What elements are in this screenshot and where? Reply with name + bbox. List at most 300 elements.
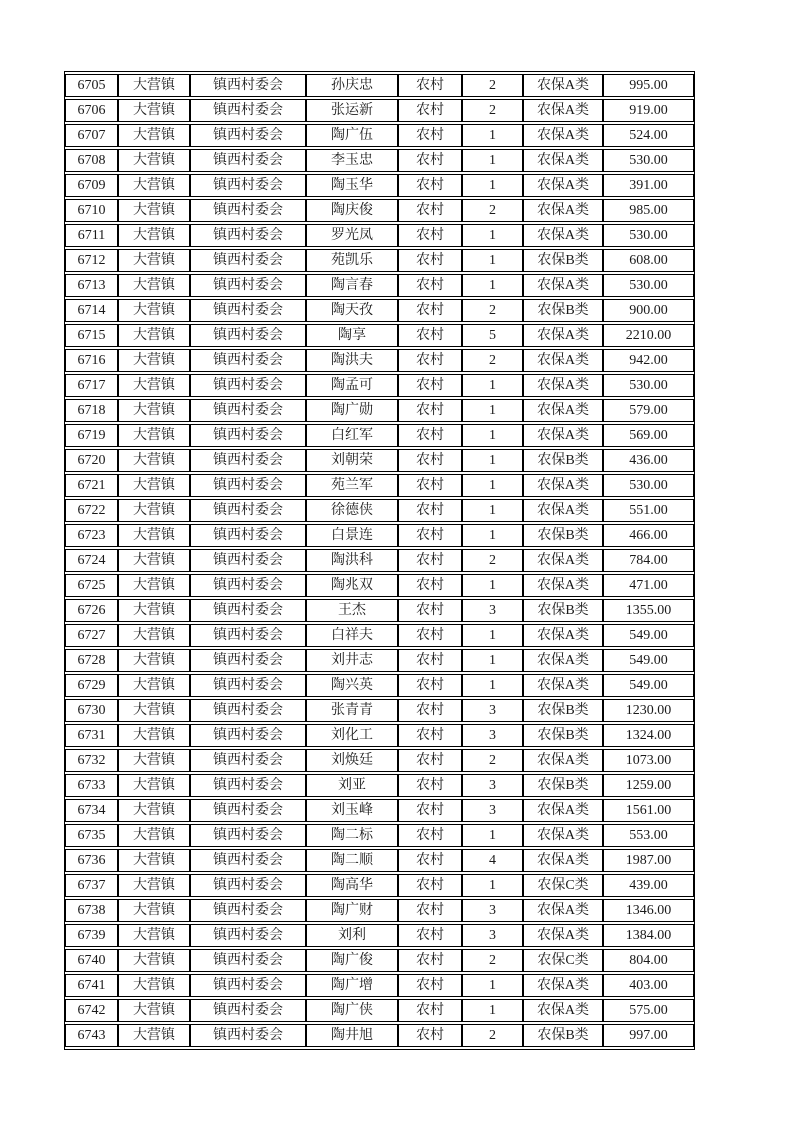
cell-person-name: 刘焕廷: [306, 749, 398, 772]
cell-village-committee: 镇西村委会: [190, 99, 306, 122]
cell-household-category: 农村: [398, 324, 462, 347]
cell-amount: 439.00: [603, 874, 694, 897]
table-row: [65, 899, 694, 922]
cell-person-name: 陶广增: [306, 974, 398, 997]
cell-town: 大营镇: [118, 174, 190, 197]
cell-village-committee: 镇西村委会: [190, 499, 306, 522]
cell-id: 6708: [65, 149, 118, 172]
cell-insurance-type: 农保A类: [523, 924, 603, 947]
cell-amount: 551.00: [603, 499, 694, 522]
cell-amount: 1073.00: [603, 749, 694, 772]
table-row: [65, 274, 694, 297]
cell-person-count: 3: [462, 599, 523, 622]
cell-town: 大营镇: [118, 824, 190, 847]
table-row: [65, 499, 694, 522]
table-row: [65, 849, 694, 872]
cell-insurance-type: 农保A类: [523, 99, 603, 122]
cell-amount: 1355.00: [603, 599, 694, 622]
cell-insurance-type: 农保A类: [523, 124, 603, 147]
cell-person-count: 1: [462, 574, 523, 597]
cell-town: 大营镇: [118, 899, 190, 922]
cell-person-name: 张运新: [306, 99, 398, 122]
cell-person-name: 陶兴英: [306, 674, 398, 697]
cell-person-count: 1: [462, 149, 523, 172]
cell-village-committee: 镇西村委会: [190, 449, 306, 472]
cell-person-count: 1: [462, 274, 523, 297]
cell-amount: 403.00: [603, 974, 694, 997]
cell-household-category: 农村: [398, 449, 462, 472]
cell-amount: 995.00: [603, 74, 694, 97]
cell-person-name: 苑凯乐: [306, 249, 398, 272]
cell-amount: 575.00: [603, 999, 694, 1022]
cell-village-committee: 镇西村委会: [190, 749, 306, 772]
cell-person-name: 陶广财: [306, 899, 398, 922]
cell-household-category: 农村: [398, 674, 462, 697]
cell-amount: 919.00: [603, 99, 694, 122]
cell-household-category: 农村: [398, 724, 462, 747]
cell-id: 6722: [65, 499, 118, 522]
cell-amount: 1324.00: [603, 724, 694, 747]
cell-id: 6707: [65, 124, 118, 147]
cell-person-count: 1: [462, 249, 523, 272]
cell-town: 大营镇: [118, 349, 190, 372]
table-row: [65, 724, 694, 747]
cell-household-category: 农村: [398, 874, 462, 897]
cell-village-committee: 镇西村委会: [190, 324, 306, 347]
table-row: [65, 549, 694, 572]
cell-household-category: 农村: [398, 849, 462, 872]
cell-town: 大营镇: [118, 749, 190, 772]
cell-person-count: 1: [462, 824, 523, 847]
cell-insurance-type: 农保A类: [523, 349, 603, 372]
cell-town: 大营镇: [118, 324, 190, 347]
cell-person-count: 2: [462, 549, 523, 572]
cell-household-category: 农村: [398, 924, 462, 947]
table-row: [65, 824, 694, 847]
cell-insurance-type: 农保B类: [523, 774, 603, 797]
table-row: [65, 374, 694, 397]
table-row: [65, 174, 694, 197]
cell-person-name: 陶井旭: [306, 1024, 398, 1047]
cell-village-committee: 镇西村委会: [190, 424, 306, 447]
cell-household-category: 农村: [398, 549, 462, 572]
cell-person-name: 刘利: [306, 924, 398, 947]
cell-id: 6730: [65, 699, 118, 722]
cell-person-name: 陶二标: [306, 824, 398, 847]
cell-id: 6720: [65, 449, 118, 472]
cell-amount: 530.00: [603, 374, 694, 397]
cell-insurance-type: 农保A类: [523, 999, 603, 1022]
cell-person-count: 1: [462, 424, 523, 447]
cell-village-committee: 镇西村委会: [190, 724, 306, 747]
cell-id: 6740: [65, 949, 118, 972]
cell-village-committee: 镇西村委会: [190, 799, 306, 822]
cell-village-committee: 镇西村委会: [190, 699, 306, 722]
cell-household-category: 农村: [398, 249, 462, 272]
table-row: [65, 224, 694, 247]
cell-household-category: 农村: [398, 224, 462, 247]
cell-id: 6728: [65, 649, 118, 672]
cell-household-category: 农村: [398, 749, 462, 772]
cell-insurance-type: 农保A类: [523, 824, 603, 847]
table-row: [65, 574, 694, 597]
cell-insurance-type: 农保A类: [523, 649, 603, 672]
cell-person-count: 1: [462, 449, 523, 472]
table-row: [65, 249, 694, 272]
table-row: [65, 99, 694, 122]
table-row: [65, 674, 694, 697]
cell-id: 6734: [65, 799, 118, 822]
cell-town: 大营镇: [118, 474, 190, 497]
cell-insurance-type: 农保A类: [523, 399, 603, 422]
cell-amount: 569.00: [603, 424, 694, 447]
cell-id: 6729: [65, 674, 118, 697]
cell-id: 6712: [65, 249, 118, 272]
cell-household-category: 农村: [398, 524, 462, 547]
cell-person-name: 陶洪科: [306, 549, 398, 572]
cell-town: 大营镇: [118, 624, 190, 647]
cell-insurance-type: 农保A类: [523, 624, 603, 647]
cell-household-category: 农村: [398, 174, 462, 197]
cell-person-count: 3: [462, 924, 523, 947]
cell-town: 大营镇: [118, 1024, 190, 1047]
cell-amount: 1987.00: [603, 849, 694, 872]
cell-village-committee: 镇西村委会: [190, 399, 306, 422]
cell-village-committee: 镇西村委会: [190, 374, 306, 397]
cell-person-count: 1: [462, 624, 523, 647]
cell-town: 大营镇: [118, 299, 190, 322]
cell-person-count: 3: [462, 774, 523, 797]
cell-insurance-type: 农保A类: [523, 224, 603, 247]
cell-person-count: 1: [462, 124, 523, 147]
cell-town: 大营镇: [118, 149, 190, 172]
cell-person-count: 3: [462, 699, 523, 722]
cell-household-category: 农村: [398, 999, 462, 1022]
cell-household-category: 农村: [398, 274, 462, 297]
cell-town: 大营镇: [118, 599, 190, 622]
table-row: [65, 349, 694, 372]
cell-insurance-type: 农保A类: [523, 74, 603, 97]
cell-id: 6723: [65, 524, 118, 547]
cell-person-name: 陶洪夫: [306, 349, 398, 372]
table-row: [65, 749, 694, 772]
cell-town: 大营镇: [118, 524, 190, 547]
cell-person-count: 2: [462, 749, 523, 772]
cell-amount: 579.00: [603, 399, 694, 422]
cell-person-name: 陶庆俊: [306, 199, 398, 222]
cell-village-committee: 镇西村委会: [190, 599, 306, 622]
cell-person-name: 刘井志: [306, 649, 398, 672]
cell-person-count: 5: [462, 324, 523, 347]
cell-amount: 471.00: [603, 574, 694, 597]
cell-amount: 1230.00: [603, 699, 694, 722]
table-row: [65, 299, 694, 322]
cell-village-committee: 镇西村委会: [190, 874, 306, 897]
table-row: [65, 474, 694, 497]
cell-town: 大营镇: [118, 674, 190, 697]
table-row: [65, 799, 694, 822]
cell-id: 6738: [65, 899, 118, 922]
cell-household-category: 农村: [398, 124, 462, 147]
cell-person-name: 陶天孜: [306, 299, 398, 322]
cell-household-category: 农村: [398, 574, 462, 597]
cell-id: 6706: [65, 99, 118, 122]
cell-village-committee: 镇西村委会: [190, 349, 306, 372]
cell-town: 大营镇: [118, 874, 190, 897]
cell-id: 6735: [65, 824, 118, 847]
cell-person-count: 2: [462, 949, 523, 972]
table-row: [65, 1024, 694, 1047]
cell-person-name: 陶二顺: [306, 849, 398, 872]
cell-household-category: 农村: [398, 974, 462, 997]
cell-village-committee: 镇西村委会: [190, 524, 306, 547]
cell-town: 大营镇: [118, 199, 190, 222]
cell-insurance-type: 农保A类: [523, 174, 603, 197]
cell-town: 大营镇: [118, 924, 190, 947]
cell-household-category: 农村: [398, 349, 462, 372]
cell-insurance-type: 农保A类: [523, 974, 603, 997]
cell-person-count: 3: [462, 799, 523, 822]
cell-household-category: 农村: [398, 949, 462, 972]
cell-person-count: 2: [462, 299, 523, 322]
table-row: [65, 449, 694, 472]
table-row: [65, 524, 694, 547]
cell-id: 6717: [65, 374, 118, 397]
cell-person-count: 2: [462, 199, 523, 222]
cell-person-count: 1: [462, 374, 523, 397]
cell-person-name: 陶高华: [306, 874, 398, 897]
cell-village-committee: 镇西村委会: [190, 299, 306, 322]
cell-insurance-type: 农保A类: [523, 199, 603, 222]
cell-person-name: 刘亚: [306, 774, 398, 797]
cell-village-committee: 镇西村委会: [190, 974, 306, 997]
cell-person-count: 1: [462, 399, 523, 422]
cell-id: 6733: [65, 774, 118, 797]
cell-insurance-type: 农保B类: [523, 599, 603, 622]
cell-person-count: 2: [462, 349, 523, 372]
cell-id: 6724: [65, 549, 118, 572]
cell-id: 6705: [65, 74, 118, 97]
cell-amount: 530.00: [603, 474, 694, 497]
cell-village-committee: 镇西村委会: [190, 474, 306, 497]
cell-town: 大营镇: [118, 124, 190, 147]
cell-household-category: 农村: [398, 149, 462, 172]
cell-amount: 1346.00: [603, 899, 694, 922]
cell-town: 大营镇: [118, 699, 190, 722]
cell-town: 大营镇: [118, 949, 190, 972]
cell-insurance-type: 农保C类: [523, 949, 603, 972]
cell-amount: 1561.00: [603, 799, 694, 822]
cell-person-count: 1: [462, 974, 523, 997]
cell-village-committee: 镇西村委会: [190, 899, 306, 922]
cell-person-name: 陶孟可: [306, 374, 398, 397]
cell-id: 6713: [65, 274, 118, 297]
cell-town: 大营镇: [118, 649, 190, 672]
cell-household-category: 农村: [398, 374, 462, 397]
cell-household-category: 农村: [398, 74, 462, 97]
cell-person-count: 1: [462, 474, 523, 497]
cell-village-committee: 镇西村委会: [190, 199, 306, 222]
cell-town: 大营镇: [118, 549, 190, 572]
cell-amount: 942.00: [603, 349, 694, 372]
cell-person-count: 1: [462, 499, 523, 522]
cell-household-category: 农村: [398, 624, 462, 647]
cell-person-name: 孙庆忠: [306, 74, 398, 97]
table-row: [65, 999, 694, 1022]
cell-person-name: 白红军: [306, 424, 398, 447]
cell-town: 大营镇: [118, 274, 190, 297]
cell-id: 6718: [65, 399, 118, 422]
cell-insurance-type: 农保B类: [523, 299, 603, 322]
cell-town: 大营镇: [118, 249, 190, 272]
cell-town: 大营镇: [118, 974, 190, 997]
cell-amount: 804.00: [603, 949, 694, 972]
cell-town: 大营镇: [118, 774, 190, 797]
cell-person-name: 李玉忠: [306, 149, 398, 172]
cell-village-committee: 镇西村委会: [190, 1024, 306, 1047]
table-row: [65, 599, 694, 622]
cell-town: 大营镇: [118, 724, 190, 747]
cell-id: 6737: [65, 874, 118, 897]
cell-insurance-type: 农保A类: [523, 149, 603, 172]
cell-person-name: 陶享: [306, 324, 398, 347]
cell-household-category: 农村: [398, 399, 462, 422]
cell-amount: 530.00: [603, 274, 694, 297]
cell-person-count: 1: [462, 999, 523, 1022]
cell-household-category: 农村: [398, 774, 462, 797]
cell-id: 6732: [65, 749, 118, 772]
cell-household-category: 农村: [398, 599, 462, 622]
cell-town: 大营镇: [118, 224, 190, 247]
cell-person-name: 白景连: [306, 524, 398, 547]
cell-id: 6709: [65, 174, 118, 197]
table-body: [65, 74, 694, 1047]
cell-village-committee: 镇西村委会: [190, 674, 306, 697]
cell-town: 大营镇: [118, 374, 190, 397]
cell-amount: 549.00: [603, 624, 694, 647]
cell-amount: 1259.00: [603, 774, 694, 797]
cell-person-count: 1: [462, 174, 523, 197]
cell-amount: 549.00: [603, 649, 694, 672]
cell-amount: 900.00: [603, 299, 694, 322]
cell-town: 大营镇: [118, 799, 190, 822]
cell-id: 6725: [65, 574, 118, 597]
cell-person-name: 陶兆双: [306, 574, 398, 597]
cell-person-count: 1: [462, 674, 523, 697]
cell-id: 6743: [65, 1024, 118, 1047]
cell-id: 6716: [65, 349, 118, 372]
cell-person-count: 2: [462, 99, 523, 122]
cell-household-category: 农村: [398, 499, 462, 522]
cell-amount: 985.00: [603, 199, 694, 222]
cell-person-name: 刘玉峰: [306, 799, 398, 822]
cell-amount: 784.00: [603, 549, 694, 572]
cell-insurance-type: 农保A类: [523, 749, 603, 772]
cell-id: 6711: [65, 224, 118, 247]
cell-village-committee: 镇西村委会: [190, 174, 306, 197]
cell-town: 大营镇: [118, 999, 190, 1022]
cell-village-committee: 镇西村委会: [190, 774, 306, 797]
cell-person-name: 苑兰军: [306, 474, 398, 497]
cell-person-count: 3: [462, 899, 523, 922]
cell-town: 大营镇: [118, 399, 190, 422]
cell-town: 大营镇: [118, 449, 190, 472]
cell-village-committee: 镇西村委会: [190, 224, 306, 247]
benefit-roster-table: [64, 71, 695, 1050]
cell-person-name: 刘朝荣: [306, 449, 398, 472]
cell-town: 大营镇: [118, 499, 190, 522]
cell-household-category: 农村: [398, 199, 462, 222]
cell-household-category: 农村: [398, 424, 462, 447]
cell-village-committee: 镇西村委会: [190, 999, 306, 1022]
cell-person-name: 罗光凤: [306, 224, 398, 247]
cell-person-count: 2: [462, 74, 523, 97]
table-row: [65, 924, 694, 947]
cell-village-committee: 镇西村委会: [190, 849, 306, 872]
cell-insurance-type: 农保C类: [523, 874, 603, 897]
cell-id: 6710: [65, 199, 118, 222]
table-row: [65, 699, 694, 722]
cell-id: 6739: [65, 924, 118, 947]
cell-person-name: 陶言春: [306, 274, 398, 297]
cell-id: 6731: [65, 724, 118, 747]
cell-village-committee: 镇西村委会: [190, 574, 306, 597]
cell-insurance-type: 农保A类: [523, 899, 603, 922]
table-row: [65, 424, 694, 447]
cell-village-committee: 镇西村委会: [190, 549, 306, 572]
cell-person-name: 徐德侠: [306, 499, 398, 522]
cell-person-name: 白祥夫: [306, 624, 398, 647]
cell-id: 6742: [65, 999, 118, 1022]
cell-insurance-type: 农保A类: [523, 549, 603, 572]
cell-insurance-type: 农保A类: [523, 424, 603, 447]
cell-household-category: 农村: [398, 99, 462, 122]
cell-town: 大营镇: [118, 574, 190, 597]
cell-household-category: 农村: [398, 899, 462, 922]
cell-amount: 549.00: [603, 674, 694, 697]
cell-household-category: 农村: [398, 1024, 462, 1047]
cell-insurance-type: 农保B类: [523, 449, 603, 472]
cell-person-name: 王杰: [306, 599, 398, 622]
cell-amount: 524.00: [603, 124, 694, 147]
table-row: [65, 774, 694, 797]
cell-village-committee: 镇西村委会: [190, 124, 306, 147]
cell-id: 6714: [65, 299, 118, 322]
cell-person-count: 2: [462, 1024, 523, 1047]
table-row: [65, 199, 694, 222]
cell-town: 大营镇: [118, 424, 190, 447]
table-row: [65, 399, 694, 422]
cell-village-committee: 镇西村委会: [190, 624, 306, 647]
table-row: [65, 124, 694, 147]
cell-amount: 391.00: [603, 174, 694, 197]
cell-amount: 997.00: [603, 1024, 694, 1047]
cell-id: 6736: [65, 849, 118, 872]
cell-insurance-type: 农保A类: [523, 574, 603, 597]
cell-amount: 608.00: [603, 249, 694, 272]
cell-id: 6715: [65, 324, 118, 347]
cell-id: 6721: [65, 474, 118, 497]
cell-person-name: 张青青: [306, 699, 398, 722]
cell-insurance-type: 农保B类: [523, 249, 603, 272]
cell-amount: 530.00: [603, 149, 694, 172]
cell-household-category: 农村: [398, 299, 462, 322]
cell-person-name: 陶广勋: [306, 399, 398, 422]
cell-insurance-type: 农保A类: [523, 674, 603, 697]
cell-amount: 553.00: [603, 824, 694, 847]
cell-id: 6719: [65, 424, 118, 447]
cell-person-name: 刘化工: [306, 724, 398, 747]
